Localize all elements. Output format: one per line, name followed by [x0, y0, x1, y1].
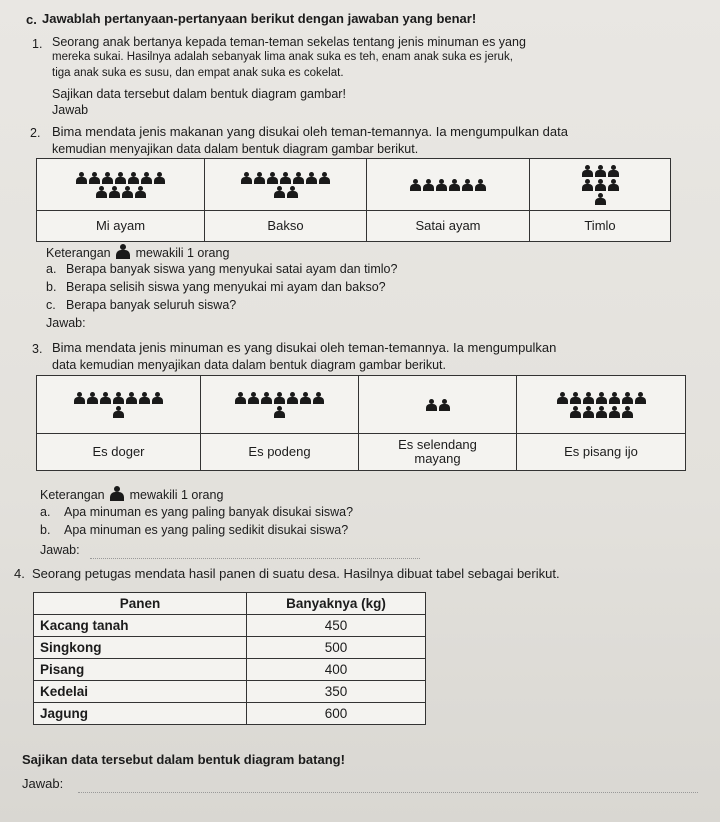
person-icon — [274, 392, 285, 404]
q2-line-1: Bima mendata jenis makanan yang disukai oleh teman-temannya. Ia mengumpulkan data — [52, 124, 568, 139]
person-icon — [293, 172, 304, 184]
q2-sub-a-letter: a. — [46, 262, 57, 276]
person-icon — [254, 172, 265, 184]
person-icon — [109, 186, 120, 198]
pictogram-icon-row — [410, 179, 486, 191]
answer-line — [90, 558, 420, 559]
person-icon — [267, 172, 278, 184]
pictogram-label: Es doger — [37, 434, 201, 470]
harvest-table — [33, 592, 426, 725]
q3-sub-b-letter: b. — [40, 523, 51, 537]
person-icon — [76, 172, 87, 184]
person-icon — [115, 172, 126, 184]
person-icon — [609, 406, 620, 418]
person-icon — [609, 392, 620, 404]
person-icon — [582, 179, 593, 191]
section-letter: c. — [26, 12, 37, 27]
person-icon — [235, 392, 246, 404]
person-icon — [100, 392, 111, 404]
q1-line-2: mereka sukai. Hasilnya adalah sebanyak lima anak suka es teh, enam anak suka es jeruk, — [52, 51, 513, 63]
table-cell: Singkong — [34, 637, 247, 659]
pictogram-cell-es-pisang-ijo — [517, 376, 685, 434]
person-icon — [274, 186, 285, 198]
q2-answer-label: Jawab: — [46, 316, 86, 330]
pictogram-icon-row — [426, 399, 450, 411]
pictogram-icon-row — [570, 406, 633, 418]
pictogram-cell-es-doger — [37, 376, 201, 434]
person-icon — [570, 406, 581, 418]
table-cell: Kacang tanah — [34, 615, 247, 637]
q1-answer-label: Jawab — [52, 103, 89, 117]
q1-line-4: Sajikan data tersebut dalam bentuk diagram gambar! — [52, 87, 346, 101]
table-cell: Jagung — [34, 703, 247, 725]
pictogram-icon-row — [582, 165, 619, 177]
table-row — [34, 681, 426, 703]
pictogram-icon-row — [74, 392, 163, 404]
person-icon — [102, 172, 113, 184]
person-icon — [426, 399, 437, 411]
person-icon — [128, 172, 139, 184]
table-row — [34, 615, 426, 637]
table-cell: 600 — [247, 703, 426, 725]
person-icon — [110, 486, 124, 501]
person-icon — [608, 165, 619, 177]
table-header-row — [34, 593, 426, 615]
person-icon — [113, 392, 124, 404]
person-icon — [241, 172, 252, 184]
table-cell: Kedelai — [34, 681, 247, 703]
person-icon — [557, 392, 568, 404]
person-icon — [113, 406, 124, 418]
pictogram-cell-timlo — [530, 159, 670, 211]
q3-sub-a-letter: a. — [40, 505, 51, 519]
q3-number: 3. — [32, 342, 43, 356]
answer-line — [78, 792, 698, 793]
person-icon — [583, 392, 594, 404]
table-header: Banyaknya (kg) — [247, 593, 426, 615]
person-icon — [122, 186, 133, 198]
person-icon — [261, 392, 272, 404]
pictogram-icon-row — [241, 172, 330, 184]
pictogram-cell-satai-ayam — [367, 159, 530, 211]
q4-instruction: Sajikan data tersebut dalam bentuk diagram batang! — [22, 752, 345, 767]
q2-sub-c-letter: c. — [46, 298, 56, 312]
person-icon — [595, 165, 606, 177]
pictogram-icon-row — [76, 172, 165, 184]
q2-sub-b: Berapa selisih siswa yang menyukai mi ayam dan bakso? — [66, 280, 386, 294]
person-icon — [306, 172, 317, 184]
person-icon — [280, 172, 291, 184]
table-cell: 400 — [247, 659, 426, 681]
q3-line-1: Bima mendata jenis minuman es yang disukai oleh teman-temannya. Ia mengumpulkan — [52, 340, 557, 355]
table-cell: 450 — [247, 615, 426, 637]
person-icon — [582, 165, 593, 177]
pictogram-label: Satai ayam — [367, 211, 530, 241]
person-icon — [596, 392, 607, 404]
person-icon — [596, 406, 607, 418]
person-icon — [74, 392, 85, 404]
q2-sub-c: Berapa banyak seluruh siswa? — [66, 298, 237, 312]
legend-label: Keterangan — [46, 246, 111, 260]
q3-legend — [40, 486, 223, 502]
person-icon — [89, 172, 100, 184]
table-row — [34, 637, 426, 659]
q2-line-2: kemudian menyajikan data dalam bentuk diagram gambar berikut. — [52, 142, 419, 156]
q2-sub-b-letter: b. — [46, 280, 57, 294]
q3-sub-b: Apa minuman es yang paling sedikit disukai siswa? — [64, 523, 349, 537]
pictogram-icon-row — [582, 179, 619, 191]
q1-line-1: Seorang anak bertanya kepada teman-teman sekelas tentang jenis minuman es yang — [52, 35, 526, 49]
pictogram-label: Es podeng — [201, 434, 359, 470]
pictogram-cell-mi-ayam — [37, 159, 205, 211]
pictogram-label: Es selendang mayang — [359, 434, 517, 470]
table-cell: Pisang — [34, 659, 247, 681]
q4-answer-label: Jawab: — [22, 776, 64, 791]
person-icon — [570, 392, 581, 404]
person-icon — [248, 392, 259, 404]
pictogram-label: Timlo — [584, 218, 616, 233]
table-row — [34, 703, 426, 725]
person-icon — [96, 186, 107, 198]
q2-legend — [46, 244, 229, 260]
person-icon — [87, 392, 98, 404]
person-icon — [622, 392, 633, 404]
pictogram-icon-row — [274, 406, 285, 418]
legend-suffix: mewakili 1 orang — [129, 488, 224, 502]
person-icon — [475, 179, 486, 191]
table-cell: 350 — [247, 681, 426, 703]
person-icon — [313, 392, 324, 404]
pictogram-cell-es-podeng — [201, 376, 359, 434]
pictogram-icon-row — [557, 392, 646, 404]
q1-number: 1. — [32, 37, 43, 51]
person-icon — [116, 244, 130, 259]
person-icon — [608, 179, 619, 191]
person-icon — [462, 179, 473, 191]
person-icon — [439, 399, 450, 411]
person-icon — [583, 406, 594, 418]
person-icon — [154, 172, 165, 184]
q4-number: 4. — [14, 566, 25, 581]
table-row — [34, 659, 426, 681]
person-icon — [287, 186, 298, 198]
pictogram-icon-row — [595, 193, 606, 205]
person-icon — [436, 179, 447, 191]
person-icon — [152, 392, 163, 404]
q4-text: Seorang petugas mendata hasil panen di suatu desa. Hasilnya dibuat tabel sebagai berikut. — [32, 566, 560, 581]
q3-answer-label: Jawab: — [40, 543, 80, 557]
person-icon — [622, 406, 633, 418]
pictogram-icon-row — [96, 186, 146, 198]
q2-number: 2. — [30, 126, 41, 140]
section-title: Jawablah pertanyaan-pertanyaan berikut dengan jawaban yang benar! — [42, 11, 477, 26]
drink-pictogram — [36, 375, 686, 471]
q1-line-3: tiga anak suka es susu, dan empat anak suka es cokelat. — [52, 67, 344, 79]
person-icon — [423, 179, 434, 191]
person-icon — [595, 179, 606, 191]
person-icon — [141, 172, 152, 184]
person-icon — [135, 186, 146, 198]
person-icon — [287, 392, 298, 404]
pictogram-label: Bakso — [205, 211, 367, 241]
pictogram-label: Mi ayam — [37, 211, 205, 241]
person-icon — [595, 193, 606, 205]
pictogram-label: Es pisang ijo — [564, 444, 638, 459]
table-header: Panen — [34, 593, 247, 615]
q3-sub-a: Apa minuman es yang paling banyak disukai siswa? — [64, 505, 354, 519]
person-icon — [126, 392, 137, 404]
person-icon — [274, 406, 285, 418]
pictogram-icon-row — [113, 406, 124, 418]
person-icon — [410, 179, 421, 191]
pictogram-icon-row — [274, 186, 298, 198]
pictogram-cell-bakso — [205, 159, 367, 211]
person-icon — [635, 392, 646, 404]
food-pictogram — [36, 158, 671, 242]
table-cell: 500 — [247, 637, 426, 659]
pictogram-cell-es-selendang-mayang — [359, 376, 517, 434]
person-icon — [139, 392, 150, 404]
person-icon — [300, 392, 311, 404]
person-icon — [319, 172, 330, 184]
legend-label: Keterangan — [40, 488, 105, 502]
legend-suffix: mewakili 1 orang — [135, 246, 230, 260]
pictogram-icon-row — [235, 392, 324, 404]
person-icon — [449, 179, 460, 191]
q3-line-2: data kemudian menyajikan data dalam bentuk diagram gambar berikut. — [52, 358, 446, 372]
q2-sub-a: Berapa banyak siswa yang menyukai satai ayam dan timlo? — [66, 262, 398, 276]
